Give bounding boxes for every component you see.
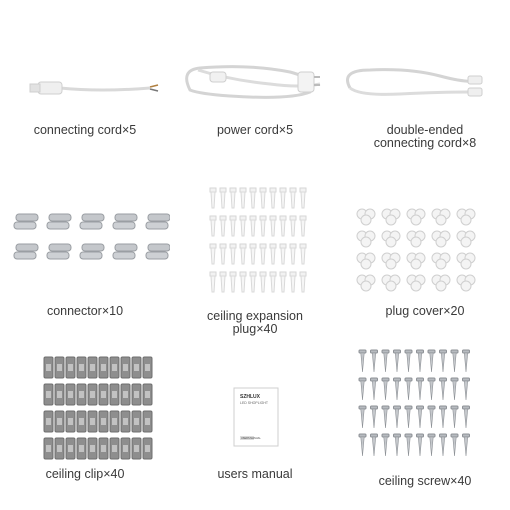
expansion-plug-image xyxy=(170,170,340,295)
caption-connecting-cord xyxy=(0,124,170,137)
ceiling-screw-image xyxy=(340,340,510,465)
caption-line: power cord×5 xyxy=(216,123,294,137)
item-power-cord xyxy=(170,0,340,170)
double-ended-cord-image xyxy=(340,0,510,125)
caption-line: connecting cord×5 xyxy=(33,123,137,137)
caption-line: double-ended xyxy=(386,123,464,137)
item-users-manual xyxy=(170,340,340,510)
caption-line: plug×40 xyxy=(232,322,278,336)
caption-double-ended-cord xyxy=(340,124,510,150)
item-ceiling-screw xyxy=(340,340,510,510)
caption-power-cord xyxy=(170,124,340,137)
connector-image xyxy=(0,170,170,295)
manual-subtitle: LED SHOPLIGHT xyxy=(240,401,269,405)
ceiling-clip-image xyxy=(0,340,170,465)
item-connecting-cord xyxy=(0,0,170,170)
plug-cover-image xyxy=(340,170,510,295)
caption-line: plug cover×20 xyxy=(385,304,465,318)
item-plug-cover xyxy=(340,170,510,340)
item-connector xyxy=(0,170,170,340)
power-cord-image xyxy=(170,0,340,125)
users-manual-image xyxy=(170,340,340,465)
manual-brand: SZHLUX xyxy=(240,394,260,400)
connecting-cord-image xyxy=(0,0,170,125)
caption-line: users manual xyxy=(217,467,293,481)
caption-ceiling-clip xyxy=(0,468,170,481)
caption-users-manual xyxy=(170,468,340,481)
caption-connector xyxy=(0,305,170,318)
item-ceiling-expansion-plug xyxy=(170,170,340,340)
item-ceiling-clip xyxy=(0,340,170,510)
caption-line: ceiling clip×40 xyxy=(45,467,125,481)
caption-line: connecting cord×8 xyxy=(373,136,477,150)
caption-line: connector×10 xyxy=(46,304,124,318)
manual-footer: USERS MANUAL xyxy=(241,437,261,440)
caption-plug-cover xyxy=(340,305,510,318)
caption-expansion-plug xyxy=(170,310,340,336)
item-double-ended-connecting-cord xyxy=(340,0,510,170)
caption-line: ceiling expansion xyxy=(207,309,303,323)
caption-line: ceiling screw×40 xyxy=(378,474,472,488)
caption-ceiling-screw xyxy=(340,475,510,488)
